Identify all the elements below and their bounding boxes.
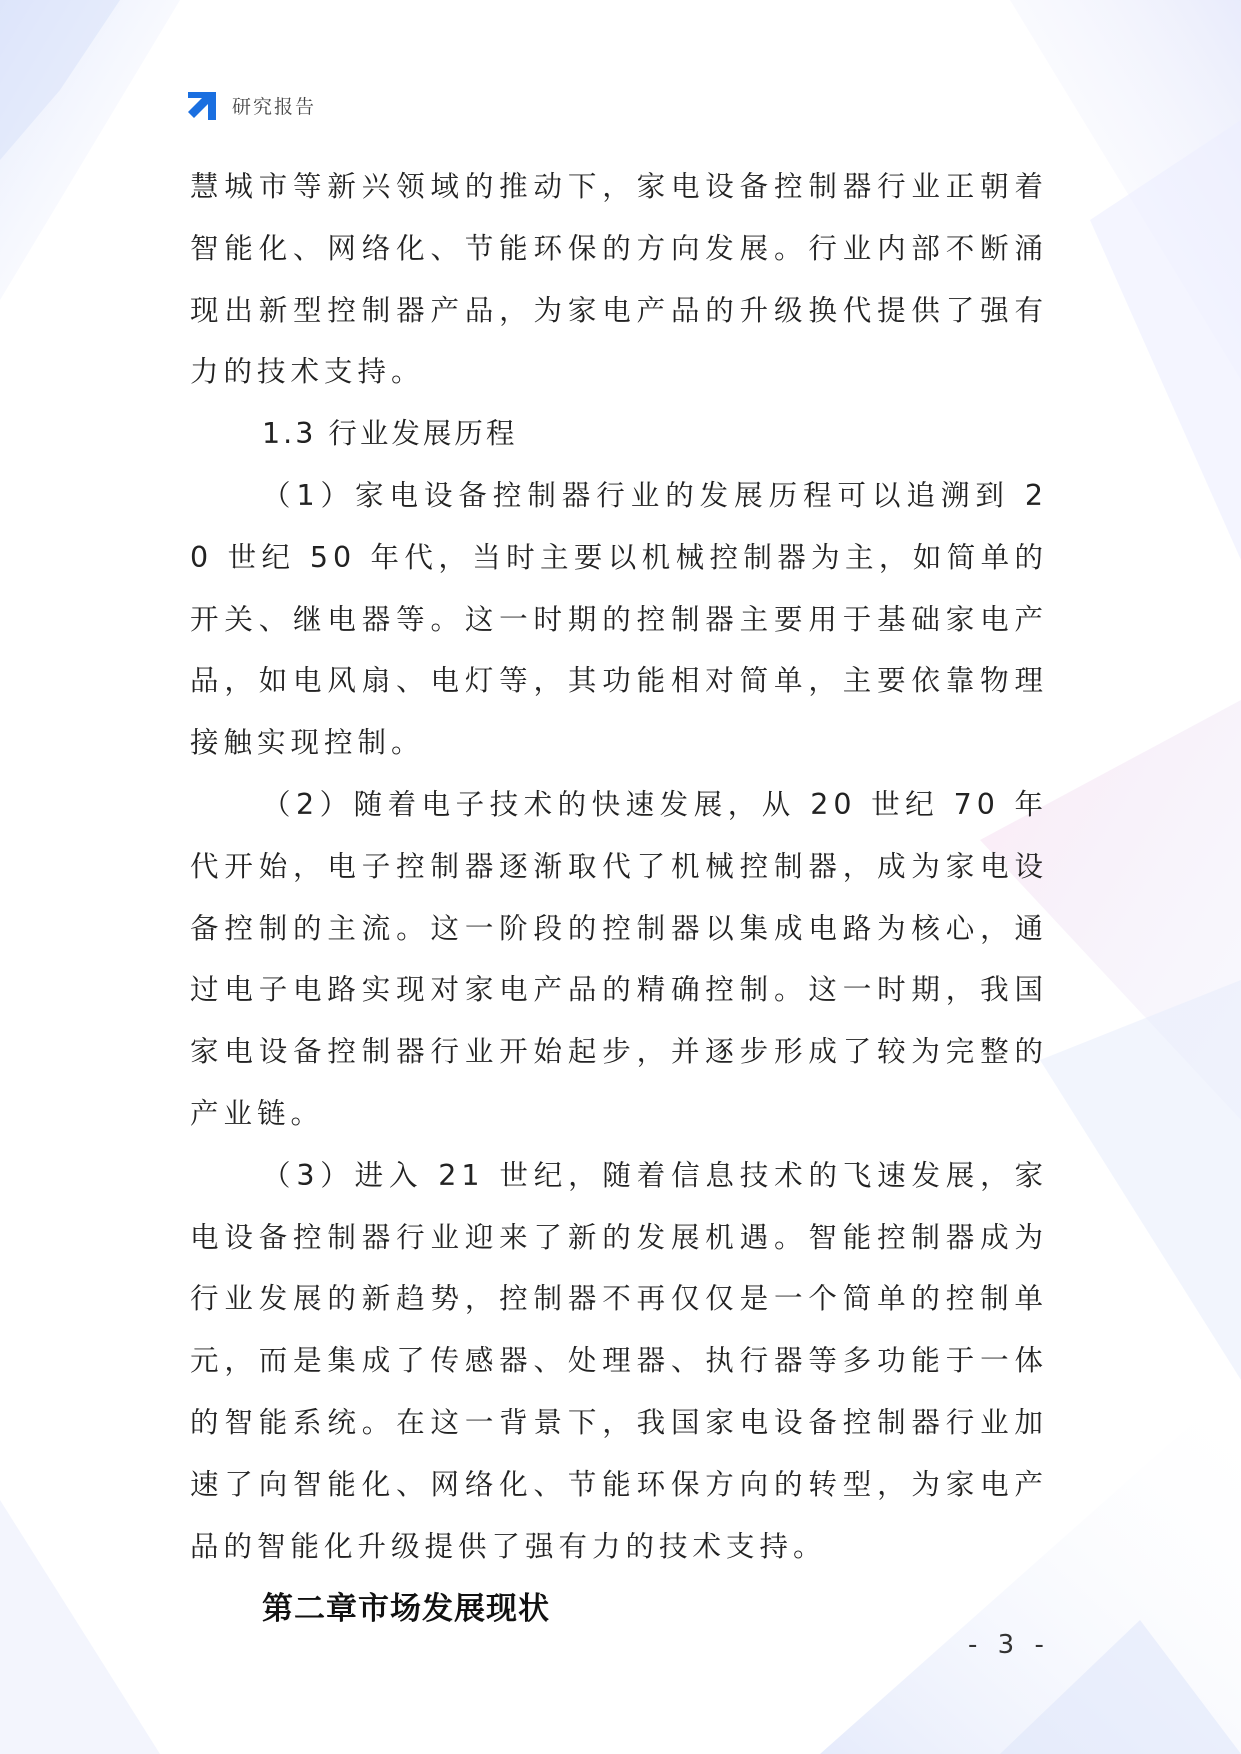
header-label: 研究报告 [232, 95, 317, 118]
diagonal-arrow-logo-icon [186, 88, 220, 122]
report-body [190, 156, 1048, 1641]
report-header [186, 88, 316, 122]
paragraph-history-1: （1）家电设备控制器行业的发展历程可以追溯到 20 世纪 50 年代，当时主要以机械控制器为主，如简单的开关、继电器等。这一时期的控制器主要用于基础家电产品，如电风扇、电灯等，其功能相对简单，主要依靠物理接触实现控制。 [190, 478, 1048, 760]
paragraph-intro: 慧城市等新兴领域的推动下，家电设备控制器行业正朝着智能化、网络化、节能环保的方向发展。行业内部不断涌现出新型控制器产品，为家电产品的升级换代提供了强有力的技术支持。 [190, 170, 1048, 389]
chapter-heading: 第二章市场发展现状 [262, 1591, 550, 1628]
section-heading: 1.3 行业发展历程 [262, 417, 518, 451]
paragraph-history-3: （3）进入 21 世纪，随着信息技术的飞速发展，家电设备控制器行业迎来了新的发展机遇。智能控制器成为行业发展的新趋势，控制器不再仅仅是一个简单的控制单元，而是集成了传感器、处理器、执行器等多功能于一体的智能系统。在这一背景下，我国家电设备控制器行业加速了向智能化、网络化、节能环保方向的转型，为家电产品的智能化升级提供了强有力的技术支持。 [190, 1158, 1048, 1563]
page-number: - 3 - [968, 1630, 1050, 1660]
paragraph-history-2: （2）随着电子技术的快速发展，从 20 世纪 70 年代开始，电子控制器逐渐取代了机械控制器，成为家电设备控制的主流。这一阶段的控制器以集成电路为核心，通过电子电路实现对家电产品的精确控制。这一时期，我国家电设备控制器行业开始起步，并逐步形成了较为完整的产业链。 [190, 787, 1048, 1130]
